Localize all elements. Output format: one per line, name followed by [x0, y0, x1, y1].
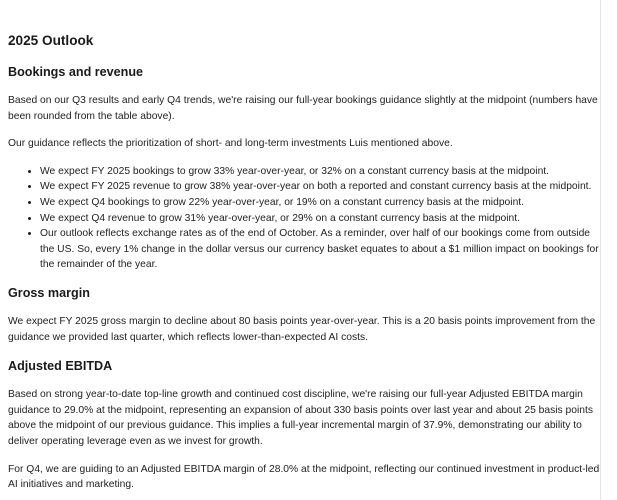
bullet-fy-revenue: • We expect FY 2025 revenue to grow 38% year-over-year on both a reported and constant currency basis at the midpoint. [40, 179, 600, 195]
ebitda-paragraph-2: For Q4, we are guiding to an Adjusted EBITDA margin of 28.0% at the midpoint, reflecting our continued investment in product-led AI initiatives and marketing. [8, 463, 600, 491]
bullet-exchange-rates: • Our outlook reflects exchange rates as of the end of October. As a reminder, over half of our bookings come from outside the US. So, every 1% change in the dollar versus our currency basket equates to about a $1 million impact on bookings for the remainder of the year. [40, 226, 600, 273]
section-heading-adjusted-ebitda: Adjusted EBITDA [8, 359, 113, 374]
section-heading-bookings: Bookings and revenue [8, 65, 144, 79]
bookings-paragraph-2: Our guidance reflects the prioritization of short- and long-term investments Luis mentioned above. [8, 138, 453, 150]
bullet-q4-bookings: • We expect Q4 bookings to grow 22% year-over-year, or 19% on a constant currency basis at the midpoint. [40, 195, 600, 211]
ebitda-paragraph-1: Based on strong year-to-date top-line growth and continued cost discipline, we're raising our full-year Adjusted EBITDA margin guidance to 29.0% at the midpoint, representing an expansion of about 330 basis points over last year and about 25 basis points above the midpoint of our previous guidance. This implies a full-year incremental margin of 37.9%, demonstrating our ability to deliver operating leverage even as we invest for growth. [8, 389, 594, 447]
bookings-paragraph-1: Based on our Q3 results and early Q4 trends, we're raising our full-year bookings guidance slightly at the midpoint (numbers have been rounded from the table above). [8, 95, 598, 122]
bullet-q4-revenue: • We expect Q4 revenue to grow 31% year-over-year, or 29% on a constant currency basis at the midpoint. [40, 211, 600, 227]
page-title: 2025 Outlook [8, 33, 94, 48]
bookings-bullet-list [8, 164, 600, 273]
section-heading-gross-margin: Gross margin [8, 285, 90, 300]
bullet-fy-bookings: • We expect FY 2025 bookings to grow 33% year-over-year, or 32% on a constant currency basis at the midpoint. [40, 164, 600, 180]
gross-margin-paragraph: We expect FY 2025 gross margin to decline about 80 basis points year-over-year. This is a 20 basis points improvement from the guidance we provided last quarter, which reflects lower-than-expected AI costs. [8, 315, 596, 343]
